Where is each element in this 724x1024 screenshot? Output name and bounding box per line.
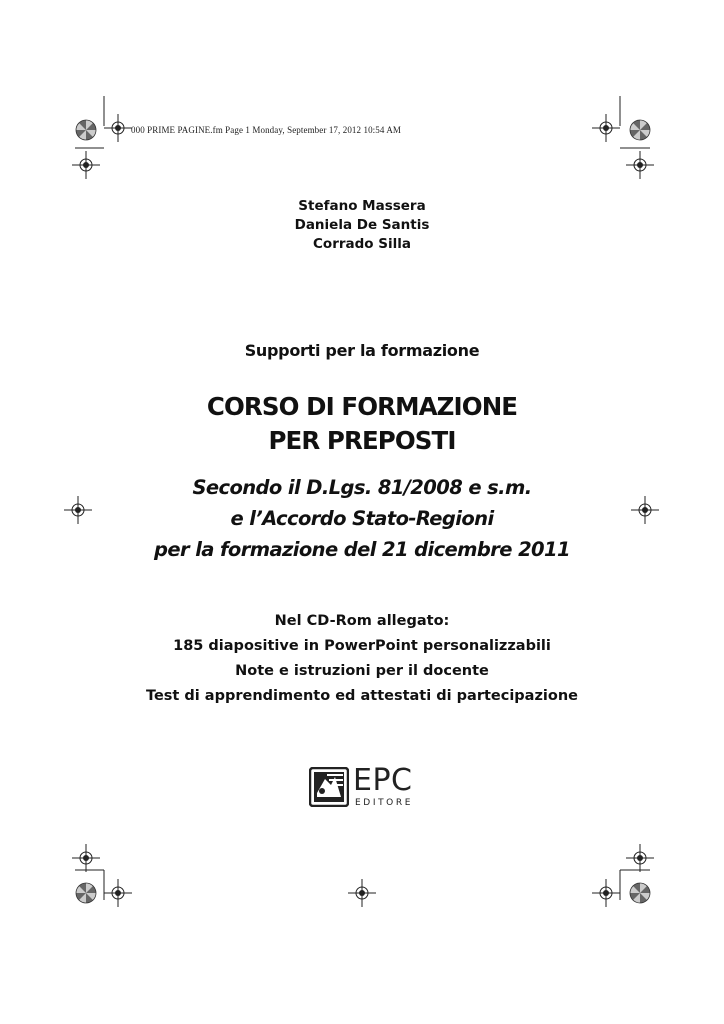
author-name: Corrado Silla — [313, 236, 411, 252]
series-name: Supporti per la formazione — [244, 341, 480, 360]
cdrom-item: Note e istruzioni per il docente — [235, 663, 489, 679]
authors — [0, 197, 724, 254]
author-name: Daniela De Santis — [294, 217, 430, 233]
publisher-emblem-icon — [309, 767, 349, 807]
title-line: CORSO DI FORMAZIONE — [206, 392, 518, 421]
publisher-name: EPC — [353, 763, 413, 798]
publisher-logo — [309, 763, 425, 811]
book-subtitle — [0, 472, 724, 565]
cdrom-item: Test di apprendimento ed attestati di partecipazione — [146, 688, 578, 704]
subtitle-line: Secondo il D.Lgs. 81/2008 e s.m. — [192, 476, 532, 499]
book-title — [0, 390, 724, 458]
printer-slug: 000 PRIME PAGINE.fm Page 1 Monday, September 17, 2012 10:54 AM — [131, 125, 402, 135]
publisher-subtitle: EDITORE — [355, 798, 413, 808]
subtitle-line: e l’Accordo Stato-Regioni — [230, 507, 494, 530]
cdrom-item: 185 diapositive in PowerPoint personalizzabili — [173, 638, 551, 654]
title-line: PER PREPOSTI — [268, 426, 456, 455]
author-name: Stefano Massera — [298, 198, 426, 214]
subtitle-line: per la formazione del 21 dicembre 2011 — [154, 538, 570, 561]
cdrom-heading: Nel CD-Rom allegato: — [274, 613, 450, 629]
cdrom-contents — [0, 609, 724, 709]
